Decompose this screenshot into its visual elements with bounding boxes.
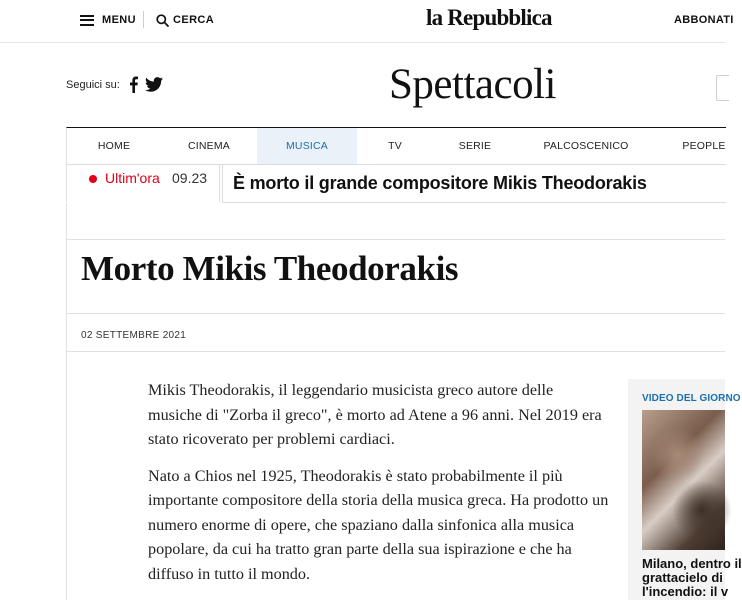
subscribe-button[interactable]: ABBONATI [674, 14, 734, 26]
section-nav [66, 127, 726, 165]
divider [66, 351, 725, 352]
nav-item-people[interactable]: PEOPLE [682, 140, 726, 152]
divider [66, 203, 67, 600]
nav-item-home[interactable]: HOME [97, 140, 131, 152]
article-paragraph: Mikis Theodorakis, il leggendario musicista greco autore delle musiche di "Zorba il greco", è morto ad Atene a 96 anni. Nel 2019 era stato ricoverato per problemi cardiaci. [148, 381, 602, 448]
video-caption-link[interactable] [642, 556, 742, 599]
search-button[interactable] [156, 11, 214, 29]
hamburger-icon [80, 15, 94, 26]
divider [143, 11, 144, 28]
live-dot-icon [89, 175, 97, 183]
video-thumbnail[interactable] [642, 410, 725, 550]
ticker-time: 09.23 [172, 170, 208, 186]
video-caption-line: grattacielo di [642, 570, 723, 585]
search-label: CERCA [173, 14, 215, 26]
article-title: Morto Mikis Theodorakis [81, 249, 459, 288]
menu-label: MENU [102, 14, 136, 26]
search-icon [156, 14, 169, 27]
nav-item-palcoscenico[interactable]: PALCOSCENICO [543, 140, 629, 152]
video-section-label[interactable]: VIDEO DEL GIORNO [642, 393, 741, 404]
divider [66, 239, 725, 240]
article-body [148, 378, 610, 598]
menu-button[interactable] [80, 11, 136, 29]
breaking-news-label[interactable] [66, 164, 220, 202]
article-date: 02 SETTEMBRE 2021 [81, 330, 187, 341]
video-caption-line: Milano, dentro il [642, 556, 742, 571]
facebook-icon[interactable] [128, 76, 139, 93]
ticker-headline-link[interactable]: È morto il grande compositore Mikis Theodorakis [233, 173, 647, 193]
follow-label: Seguici su: [66, 78, 120, 91]
brand-logo[interactable]: la Repubblica [426, 5, 552, 30]
video-caption-line: l'incendio: il v [642, 584, 729, 599]
nav-item-cinema[interactable]: CINEMA [187, 140, 231, 152]
divider [66, 313, 725, 314]
top-bar [0, 0, 734, 43]
nav-item-musica[interactable]: MUSICA [257, 128, 357, 164]
article-paragraph: Nato a Chios nel 1925, Theodorakis è stato probabilmente il più importante compositore della storia della musica greca. Ha prodotto un numero enorme di opere, che spaziano dalla sinfonica alla musica popolare, da cui ha tratto gran parte della sua ispirazione e che ha diffuso in tutto il mondo. [148, 466, 609, 583]
nav-item-tv[interactable]: TV [388, 140, 402, 152]
header-action-button[interactable] [716, 75, 729, 101]
social-follow [66, 76, 169, 93]
twitter-icon[interactable] [145, 77, 163, 92]
nav-item-serie[interactable]: SERIE [458, 140, 492, 152]
breaking-news-ticker [222, 164, 726, 203]
section-title[interactable]: Spettacoli [389, 61, 556, 108]
ultimora-label: Ultim'ora [105, 170, 160, 186]
